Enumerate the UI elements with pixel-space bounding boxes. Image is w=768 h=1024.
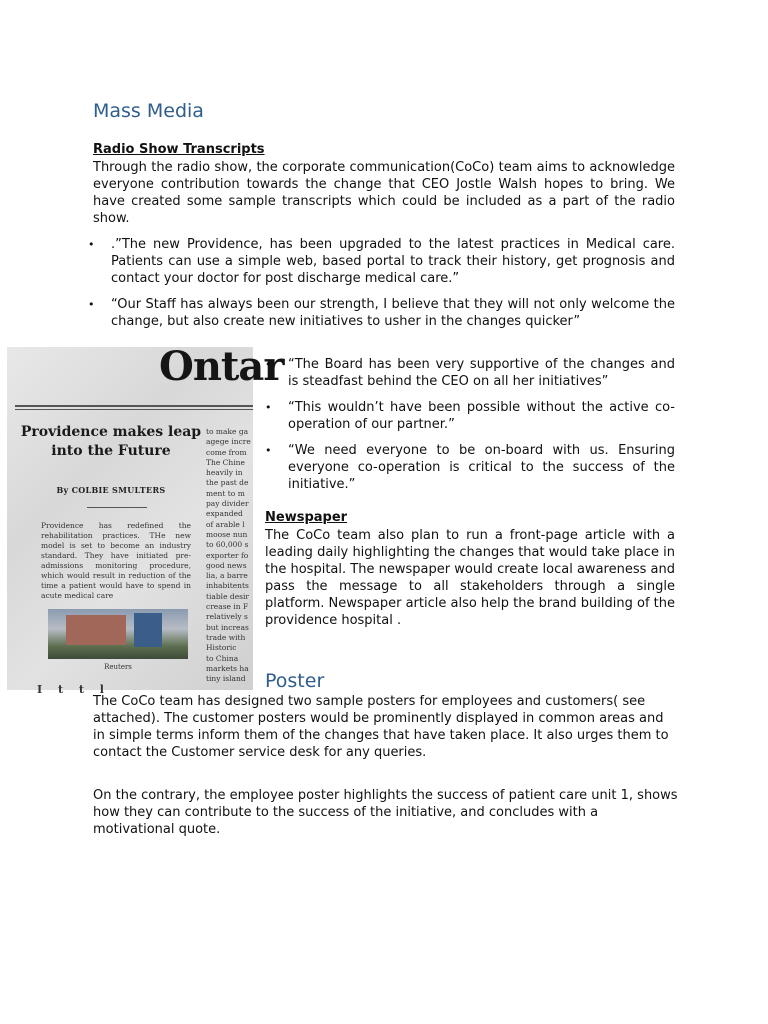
clipping-column-line: markets ha: [206, 663, 249, 673]
building-shape: [66, 615, 126, 645]
clipping-column-line: crease in F: [206, 602, 249, 612]
clipping-column-line: of arable l: [206, 519, 245, 529]
clipping-photo: [48, 609, 188, 659]
clipping-side-column: [206, 427, 253, 684]
clipping-column-line: moose nun: [206, 529, 248, 539]
radio-quotes-top: [88, 236, 675, 339]
clipping-column-line: relatively s: [206, 612, 248, 622]
clipping-caption: Reuters: [104, 663, 132, 671]
clipping-column-line: exporter fo: [206, 550, 249, 560]
clipping-column-line: agege incre: [206, 437, 251, 447]
list-item: • “This wouldn’t have been possible without the active co-operation of our partner.”: [265, 399, 675, 433]
divider: [15, 409, 253, 410]
clipping-column-line: trade with: [206, 632, 246, 642]
newspaper-clipping-image: [7, 343, 284, 696]
clipping-column-line: ment to m: [206, 488, 245, 498]
page-title: Mass Media: [93, 100, 204, 122]
radio-intro: Through the radio show, the corporate communication(CoCo) team aims to acknowledge everyone contribution towards the change that CEO Jostle Walsh hopes to bring. We have created some sample transcripts which could be included as a part of the radio show.: [93, 160, 675, 226]
clipping-column-line: to China: [206, 653, 239, 663]
clipping-column-line: tiable desir: [206, 591, 249, 601]
divider: [87, 507, 147, 508]
clipping-column-line: heavily in: [206, 468, 243, 478]
radio-heading: Radio Show Transcripts: [93, 142, 265, 157]
list-item: • “We need everyone to be on-board with us. Ensuring everyone co-operation is critical to the success of the initiative.”: [265, 442, 675, 493]
clipping-column-line: lia, a barre: [206, 571, 248, 581]
clipping-column-line: pay divider: [206, 499, 249, 509]
divider: [15, 405, 253, 407]
list-item: • .”The new Providence, has been upgraded to the latest practices in Medical care. Patients can use a simple web, based portal to track their history, get prognosis and contact your doctor for post discharge medical care.”: [88, 236, 675, 287]
clipping-headline: Providence makes leap into the Future: [20, 424, 202, 459]
newspaper-body: The CoCo team also plan to run a front-page article with a leading daily highlighting the changes that would take place in the hospital. The newspaper would create local awareness and pass the message to all stakeholders through a single platform. Newspaper article also help the brand building of the providence hospital .: [265, 528, 676, 628]
clipping-column-line: inhabitents: [206, 581, 249, 591]
poster-heading: Poster: [265, 670, 325, 692]
radio-quotes-side: [265, 356, 675, 502]
newspaper-heading: Newspaper: [265, 510, 348, 525]
clipping-column-line: expanded: [206, 509, 243, 519]
clipping-masthead: Ontar: [159, 343, 284, 390]
clipping-column-line: good news: [206, 560, 247, 570]
clipping-column-line: the past de: [206, 478, 249, 488]
clipping-byline: By COLBIE SMULTERS: [56, 485, 166, 495]
clipping-column-line: come from: [206, 447, 247, 457]
list-item: • “Our Staff has always been our strength, I believe that they will not only welcome the change, but also create new initiatives to usher in the changes quicker”: [88, 296, 675, 330]
clipping-bottom-text: I t t l: [37, 683, 110, 696]
clipping-column-line: tiny island: [206, 674, 246, 684]
clipping-column-line: to 60,000 s: [206, 540, 249, 550]
clipping-column-line: The Chine: [206, 457, 245, 467]
clipping-column-line: to make ga: [206, 427, 249, 436]
poster-paragraph-1: The CoCo team has designed two sample posters for employees and customers( see attached). The customer posters would be prominently displayed in common areas and in simple terms inform them of the changes that have taken place. It also urges them to contact the Customer service desk for any queries.: [93, 694, 669, 760]
clipping-column-line: Historic: [206, 643, 237, 653]
building-shape: [134, 613, 162, 647]
clipping-body: Providence has redefined the rehabilitation practices. THe new model is set to become an industry standard. They have initiated pre-admissions monitoring procedure, which would result in reduction of the time a patient would have to spend in acute medical care: [41, 521, 191, 600]
list-item: • “The Board has been very supportive of the changes and is steadfast behind the CEO on all her initiatives”: [265, 356, 675, 390]
clipping-column-line: but increas: [206, 622, 249, 632]
poster-paragraph-2: On the contrary, the employee poster highlights the success of patient care unit 1, shows how they can contribute to the success of the initiative, and concludes with a motivational quote.: [93, 788, 678, 837]
